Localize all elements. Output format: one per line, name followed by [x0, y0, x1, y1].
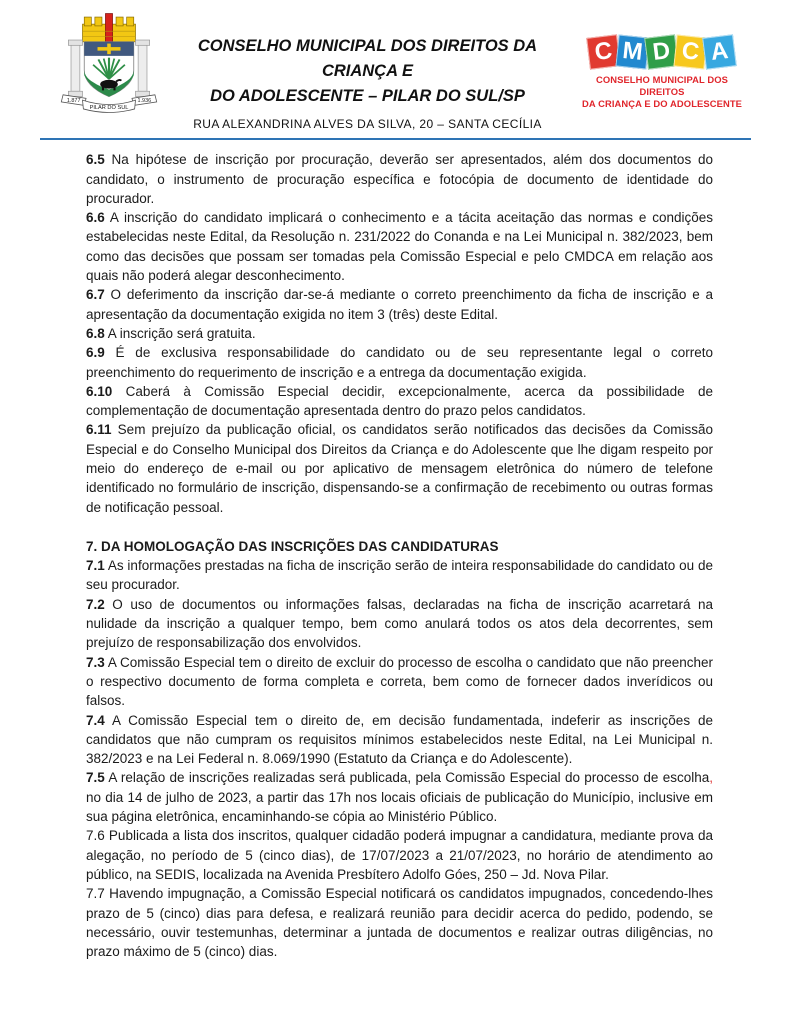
paragraph [86, 382, 713, 421]
paragraph [86, 653, 713, 711]
item-number: 6.5 [86, 152, 105, 168]
item-number: 7.6 [86, 828, 105, 844]
item-number: 7.4 [86, 712, 105, 728]
paragraph [86, 556, 713, 595]
item-number: 6.10 [86, 383, 113, 399]
paragraph [86, 420, 713, 516]
paragraph-spacer [86, 517, 713, 537]
paragraph-text: É de exclusiva responsabilidade do candidato ou de seu representante legal o correto preenchimento do requerimento de inscrição e a entrega da documentação exigida. [86, 345, 713, 380]
crest-banner-text: PILAR DO SUL [89, 104, 129, 111]
crest-shield [84, 42, 133, 97]
cmdca-letter-tile: M [615, 34, 649, 69]
paragraph-text: A Comissão Especial tem o direito de, em decisão fundamentada, indeferir as inscrições de candidatos que não cumpram os requisitos mínimos estabelecidos neste Edital, na Lei Municipal n. 382/2023 e na Lei Federal n. 8.069/1990 (Estatuto da Criança e do Adolescente). [86, 712, 713, 767]
paragraph-text: Na hipótese de inscrição por procuração, deverão ser apresentados, além dos documentos do candidato, o instrumento de procuração específica e fotocópia de documento de identidade do procurador. [86, 152, 713, 206]
cmdca-logo [573, 10, 751, 111]
paragraph [86, 595, 713, 653]
item-number: 7.3 [86, 654, 105, 670]
paragraph [86, 343, 713, 382]
cmdca-subtitle-line2: DA CRIANÇA E DO ADOLESCENTE [582, 98, 742, 110]
item-number: 7.2 [86, 596, 105, 612]
item-number: 6.7 [86, 287, 105, 303]
paragraph [86, 884, 713, 961]
paragraph [86, 826, 713, 884]
cmdca-letter-tile: A [702, 34, 737, 70]
cmdca-letter-tile: C [586, 34, 621, 70]
paragraph-text: A relação de inscrições realizadas será publicada, pela Comissão Especial do processo de escolha [104, 770, 710, 786]
paragraph-text: Caberá à Comissão Especial decidir, excepcionalmente, acerca da possibilidade de complementação de documentação apresentada dentro do prazo pelos candidatos. [86, 383, 713, 419]
item-number: 7.7 [86, 886, 105, 902]
section-heading: 7. DA HOMOLOGAÇÃO DAS INSCRIÇÕES DAS CANDIDATURAS [86, 538, 499, 554]
cmdca-letter-tile: D [644, 34, 679, 70]
paragraph-text: , [709, 770, 713, 786]
paragraph [86, 150, 713, 208]
cmdca-subtitle-line1: CONSELHO MUNICIPAL DOS DIREITOS [595, 74, 729, 98]
crest-crown [83, 14, 136, 42]
paragraph-text: Sem prejuízo da publicação oficial, os candidatos serão notificados das decisões da Comissão Especial e do Conselho Municipal dos Direitos da Criança e do Adolescente que lhe digam respeito por meio do endereço de e-mail ou por aplicativo de mensagem eletrônica do número de telefone identificado no formulário de inscrição, dispensando-se a confirmação de recebimento ou outras formas de notificação pessoal. [86, 422, 713, 515]
cmdca-letters [573, 36, 751, 68]
cmdca-letter-tile: C [673, 34, 707, 69]
cmdca-subtitle [573, 74, 751, 111]
paragraph [86, 208, 713, 285]
crest-year-right: 1.936 [137, 97, 152, 104]
crest-ribbon [61, 95, 156, 113]
paragraph-text: O deferimento da inscrição dar-se-á mediante o correto preenchimento da ficha de inscrição e a apresentação da documentação exigida no item 3 (três) deste Edital. [86, 287, 713, 322]
council-title-line2: DO ADOLESCENTE – PILAR DO SUL/SP [210, 86, 525, 105]
paragraph-text: no dia 14 de julho de 2023, a partir das 17h nos locais oficiais de publicação do Município, inclusive em sua página eletrônica, encaminhando-se cópia ao Ministério Público. [86, 789, 713, 825]
council-title-line1: CONSELHO MUNICIPAL DOS DIREITOS DA CRIANÇA E [197, 37, 538, 80]
paragraph-text: A inscrição será gratuita. [104, 325, 256, 341]
paragraph [86, 324, 713, 343]
paragraph [86, 768, 713, 826]
paragraph [86, 285, 713, 324]
crest-year-left: 1.877 [66, 97, 81, 104]
paragraph-text: As informações prestadas na ficha de inscrição serão de inteira responsabilidade do candidato ou de seu procurador. [86, 558, 713, 593]
paragraph-text: Publicada a lista dos inscritos, qualquer cidadão poderá impugnar a candidatura, mediante prova da alegação, no período de 5 (cinco dias), de 17/07/2023 a 21/07/2023, no horário de atendimento ao público, na SEDIS, localizada na Avenida Presbítero Adolfo Góes, 250 – Jd. Nova Pilar. [86, 828, 713, 882]
page-header [0, 0, 791, 131]
paragraph-text: Havendo impugnação, a Comissão Especial notificará os candidatos impugnados, concedendo-lhes prazo de 5 (cinco) dias para defesa, e realizará reunião para decidir acerca do pedido, podendo, se necessário, ouvir testemunhas, determinar a juntada de documentos e realizar outras diligências, no prazo máximo de 5 (cinco) dias. [86, 886, 713, 960]
header-title-block [162, 10, 573, 131]
item-number: 6.9 [86, 345, 105, 361]
item-number: 6.11 [86, 422, 112, 438]
council-address: RUA ALEXANDRINA ALVES DA SILVA, 20 – SANTA CECÍLIA [193, 117, 542, 132]
paragraph-text: A Comissão Especial tem o direito de excluir do processo de escolha o candidato que não preencher o respectivo documento de forma completa e correta, bem como de fornecer dados inverídicos ou falsos. [86, 654, 713, 709]
paragraph-text: O uso de documentos ou informações falsas, declaradas na ficha de inscrição acarretará na nulidade da inscrição a qualquer tempo, bem como anulará todos os atos dela decorrentes, sem prejuízo de responsabilização dos envolvidos. [86, 596, 713, 651]
item-number: 7.5 [86, 770, 105, 786]
item-number: 6.6 [86, 210, 105, 226]
pilar-do-sul-coat-of-arms-icon [56, 10, 162, 116]
item-number: 6.8 [86, 325, 105, 341]
document-body [0, 140, 791, 961]
item-number: 7.1 [86, 558, 105, 574]
paragraph [86, 711, 713, 769]
paragraph-text: A inscrição do candidato implicará o conhecimento e a tácita aceitação das normas e condições estabelecidas neste Edital, da Resolução n. 231/2022 do Conanda e na Lei Municipal n. 382/2023, bem como das decisões que possam ser tomadas pela Comissão Especial e pelo CMDCA em relação aos quais não poderá alegar desconhecimento. [86, 210, 713, 284]
